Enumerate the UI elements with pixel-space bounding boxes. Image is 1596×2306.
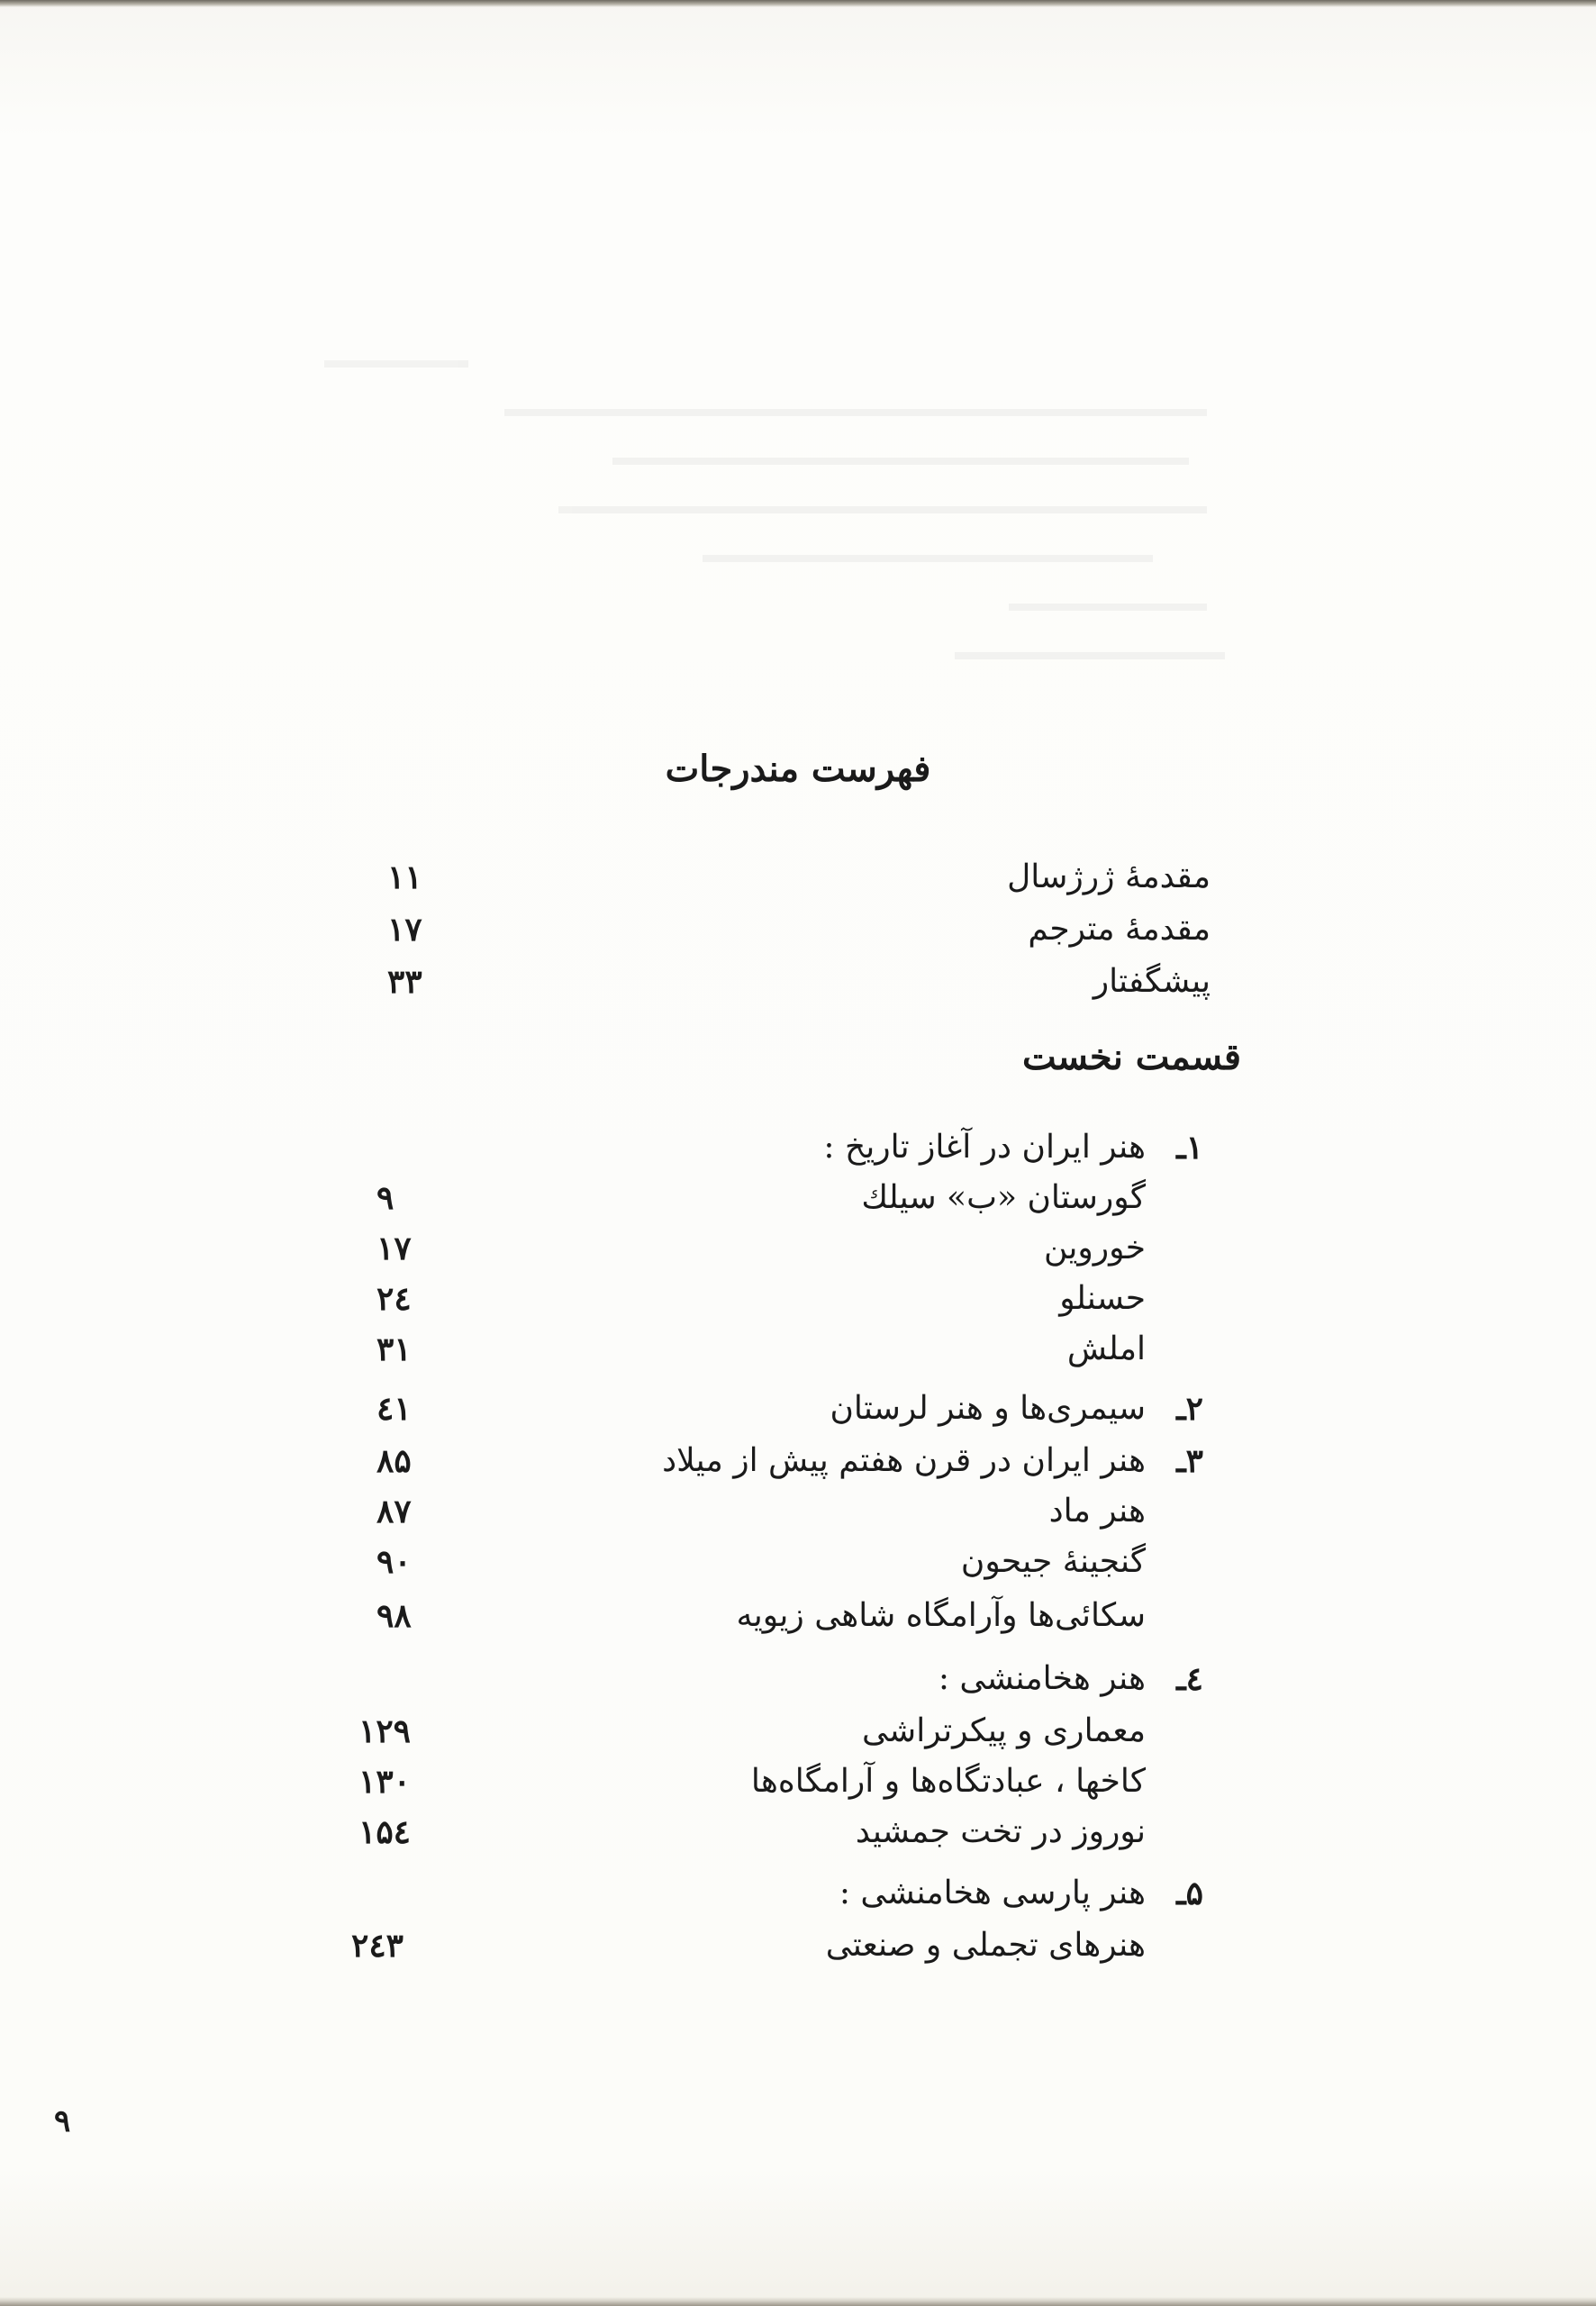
page-number: ۹ [54, 2103, 71, 2139]
toc-page-number: ۹ [376, 1179, 394, 1217]
toc-page-number: ۸۵ [376, 1442, 412, 1480]
toc-entry-label: هنر ماد [1048, 1493, 1146, 1530]
toc-page-number: ۱۵٤ [358, 1813, 412, 1851]
toc-row [376, 1274, 1203, 1324]
toc-row [376, 1324, 1203, 1375]
toc-row [358, 1706, 1203, 1757]
toc-entry-label: هنر پارسی هخامنشی : [839, 1875, 1146, 1911]
toc-entry-label: حسنلو [1059, 1280, 1146, 1317]
toc-entry-label: گورستان «ب» سیلك [861, 1179, 1146, 1216]
toc-entry-label: هنر هخامنشی : [938, 1660, 1146, 1697]
toc-entry-label: هنر ایران در قرن هفتم پیش از میلاد [662, 1442, 1146, 1479]
toc-row-front-2 [387, 904, 1211, 955]
toc-entry-label: نوروز در تخت جمشید [855, 1813, 1146, 1850]
toc-page-number: ۸۷ [376, 1493, 412, 1530]
toc-entry-label: مقدمهٔ مترجم [1028, 911, 1211, 948]
toc-entry-label: هنرهای تجملی و صنعتی [825, 1927, 1146, 1964]
section-heading: قسمت نخست [1021, 1036, 1241, 1078]
chapter-number: ۱ـ [1176, 1129, 1203, 1167]
toc-entry-label: املش [1066, 1330, 1146, 1367]
toc-row [376, 1384, 1203, 1434]
toc-entry-label: پیشگفتار [1093, 963, 1211, 1000]
toc-row [358, 1757, 1203, 1807]
toc-row [376, 1537, 1203, 1587]
chapter-number: ۲ـ [1176, 1390, 1203, 1428]
toc-row [376, 1486, 1203, 1537]
toc-row [376, 1173, 1203, 1223]
toc-page-number: ۹۰ [376, 1543, 412, 1581]
toc-entry-label: معماری و پیکرتراشی [862, 1712, 1146, 1749]
toc-page-number: ۱۷ [387, 911, 422, 949]
page-top-edge [0, 0, 1596, 7]
toc-page-number: ۹۸ [376, 1597, 412, 1635]
toc-row [358, 1807, 1203, 1857]
toc-page-number: ٤۱ [376, 1390, 412, 1428]
toc-page-number: ۳۳ [387, 963, 422, 1001]
toc-row [358, 1868, 1203, 1919]
toc-page-number: ۱۷ [376, 1230, 412, 1267]
chapter-number: ۳ـ [1176, 1442, 1203, 1480]
toc-entry-label: هنر ایران در آغاز تاریخ : [823, 1129, 1146, 1166]
toc-row [376, 1122, 1203, 1173]
toc-page-number: ۱۲۹ [358, 1712, 412, 1750]
toc-row [376, 1591, 1203, 1641]
toc-page-number: ۲٤ [376, 1280, 412, 1318]
page-bottom-edge [0, 2297, 1596, 2306]
toc-row-front-3 [387, 957, 1211, 1007]
toc-entry-label: سکائی‌ها وآرامگاه شاهی زیویه [736, 1597, 1146, 1634]
chapter-number: ٤ـ [1176, 1660, 1203, 1698]
toc-entry-label: کاخها ، عبادتگاه‌ها و آرامگاه‌ها [750, 1763, 1146, 1800]
toc-row [376, 1436, 1203, 1486]
toc-page-number: ۱۱ [387, 858, 422, 896]
toc-row-front-1 [387, 852, 1211, 903]
toc-row [376, 1223, 1203, 1274]
toc-entry-label: مقدمهٔ ژرژسال [1007, 858, 1211, 895]
toc-entry-label: خوروین [1043, 1230, 1146, 1266]
toc-row [376, 1654, 1203, 1704]
toc-entry-label: گنجینهٔ جیحون [960, 1543, 1146, 1580]
toc-page-number: ۱۳۰ [358, 1763, 412, 1801]
toc-page-number: ۳۱ [376, 1330, 412, 1368]
toc-entry-label: سیمری‌ها و هنر لرستان [830, 1390, 1146, 1427]
chapter-number: ۵ـ [1176, 1875, 1203, 1912]
toc-page-number: ۲٤۳ [351, 1927, 404, 1965]
toc-row [351, 1920, 1203, 1971]
page-title: فهرست مندرجات [665, 748, 931, 790]
